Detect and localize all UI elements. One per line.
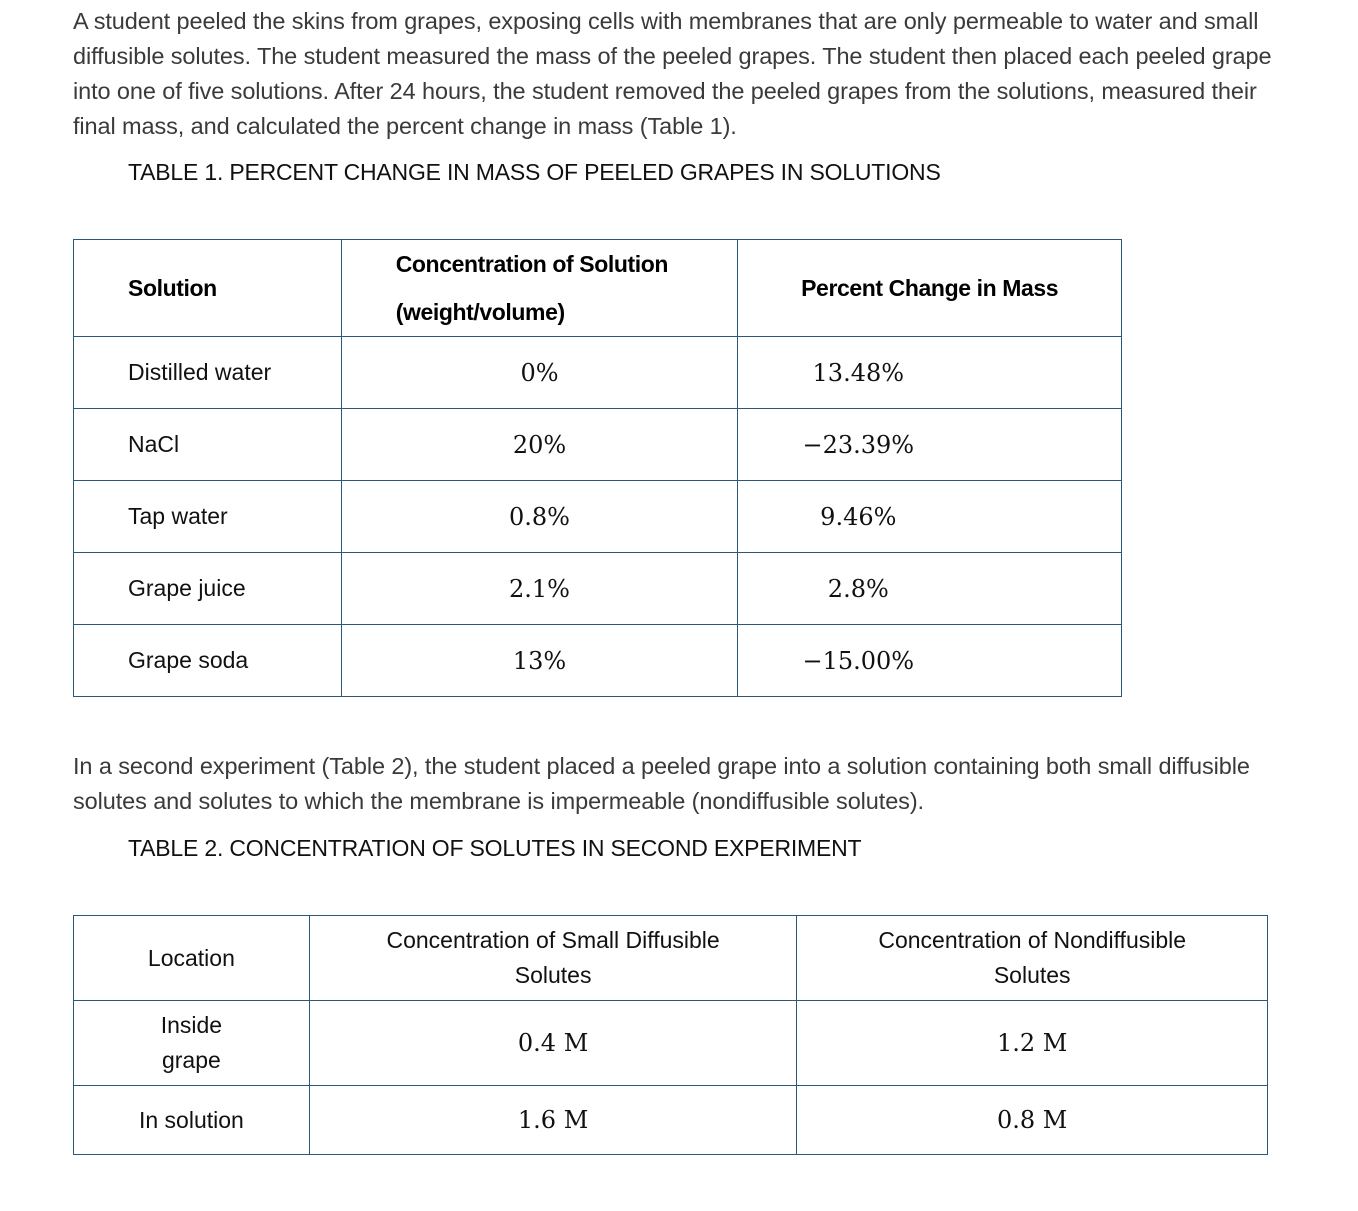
location-line2: grape (161, 1047, 221, 1073)
value-percent-change: 2.8% (827, 574, 889, 603)
cell-concentration: 0% (341, 337, 738, 409)
cell-location (74, 1001, 310, 1086)
cell-percent-change (738, 481, 1122, 553)
cell-percent-change (738, 409, 1122, 481)
table-row (74, 337, 1122, 409)
second-paragraph: In a second experiment (Table 2), the student placed a peeled grape into a solution containing both small diffusible solutes and solutes to which the membrane is impermeable (nondiffusible solutes). (73, 753, 1250, 814)
header-concentration (341, 240, 738, 337)
cell-solution: Distilled water (74, 337, 342, 409)
table-row (74, 625, 1122, 697)
header-concentration-line1: Concentration of Solution (395, 251, 669, 277)
cell-percent-change (738, 553, 1122, 625)
header-nondiffusible-line1: Concentration of Nondiffusible (878, 927, 1187, 953)
table1-caption: TABLE 1. PERCENT CHANGE IN MASS OF PEELED GRAPES IN SOLUTIONS (128, 159, 941, 185)
table-row (74, 1001, 1268, 1086)
intro-paragraph: A student peeled the skins from grapes, exposing cells with membranes that are only permeable to water and small diffusible solutes. The student measured the mass of the peeled grapes. The student then placed each peeled grape into one of five solutions. After 24 hours, the student removed the peeled grapes from the solutions, measured their final mass, and calculated the percent change in mass (Table 1). (73, 8, 1272, 139)
header-location: Location (74, 916, 310, 1001)
cell-percent-change (738, 337, 1122, 409)
table-row (74, 1086, 1268, 1155)
value-percent-change: −15.00% (802, 646, 915, 675)
table-row (74, 409, 1122, 481)
table1-header-row (74, 240, 1122, 337)
location-line1: Inside (160, 1012, 223, 1038)
cell-concentration: 2.1% (341, 553, 738, 625)
cell-small-diffusible: 0.4 M (309, 1001, 797, 1086)
value-percent-change: 13.48% (812, 358, 905, 387)
cell-solution: NaCl (74, 409, 342, 481)
cell-solution: Grape juice (74, 553, 342, 625)
cell-nondiffusible: 0.8 M (797, 1086, 1268, 1155)
header-solution: Solution (74, 240, 342, 337)
cell-concentration: 20% (341, 409, 738, 481)
table2-header-row (74, 916, 1268, 1001)
header-small-diffusible (309, 916, 797, 1001)
cell-location: In solution (74, 1086, 310, 1155)
table2-caption: TABLE 2. CONCENTRATION OF SOLUTES IN SECOND EXPERIMENT (128, 835, 862, 861)
header-nondiffusible (797, 916, 1268, 1001)
header-small-diffusible-line1: Concentration of Small Diffusible (386, 927, 720, 953)
cell-small-diffusible: 1.6 M (309, 1086, 797, 1155)
cell-solution: Grape soda (74, 625, 342, 697)
table-row (74, 481, 1122, 553)
cell-percent-change (738, 625, 1122, 697)
cell-solution: Tap water (74, 481, 342, 553)
header-percent-change: Percent Change in Mass (738, 240, 1122, 337)
cell-concentration: 13% (341, 625, 738, 697)
header-small-diffusible-line2: Solutes (514, 962, 592, 988)
table2-solute-concentration (73, 915, 1268, 1155)
table-row (74, 553, 1122, 625)
header-concentration-line2: (weight/volume) (395, 299, 565, 325)
table1-percent-change (73, 239, 1122, 697)
value-percent-change: 9.46% (820, 502, 897, 531)
value-percent-change: −23.39% (802, 430, 915, 459)
cell-nondiffusible: 1.2 M (797, 1001, 1268, 1086)
cell-concentration: 0.8% (341, 481, 738, 553)
header-nondiffusible-line2: Solutes (993, 962, 1071, 988)
